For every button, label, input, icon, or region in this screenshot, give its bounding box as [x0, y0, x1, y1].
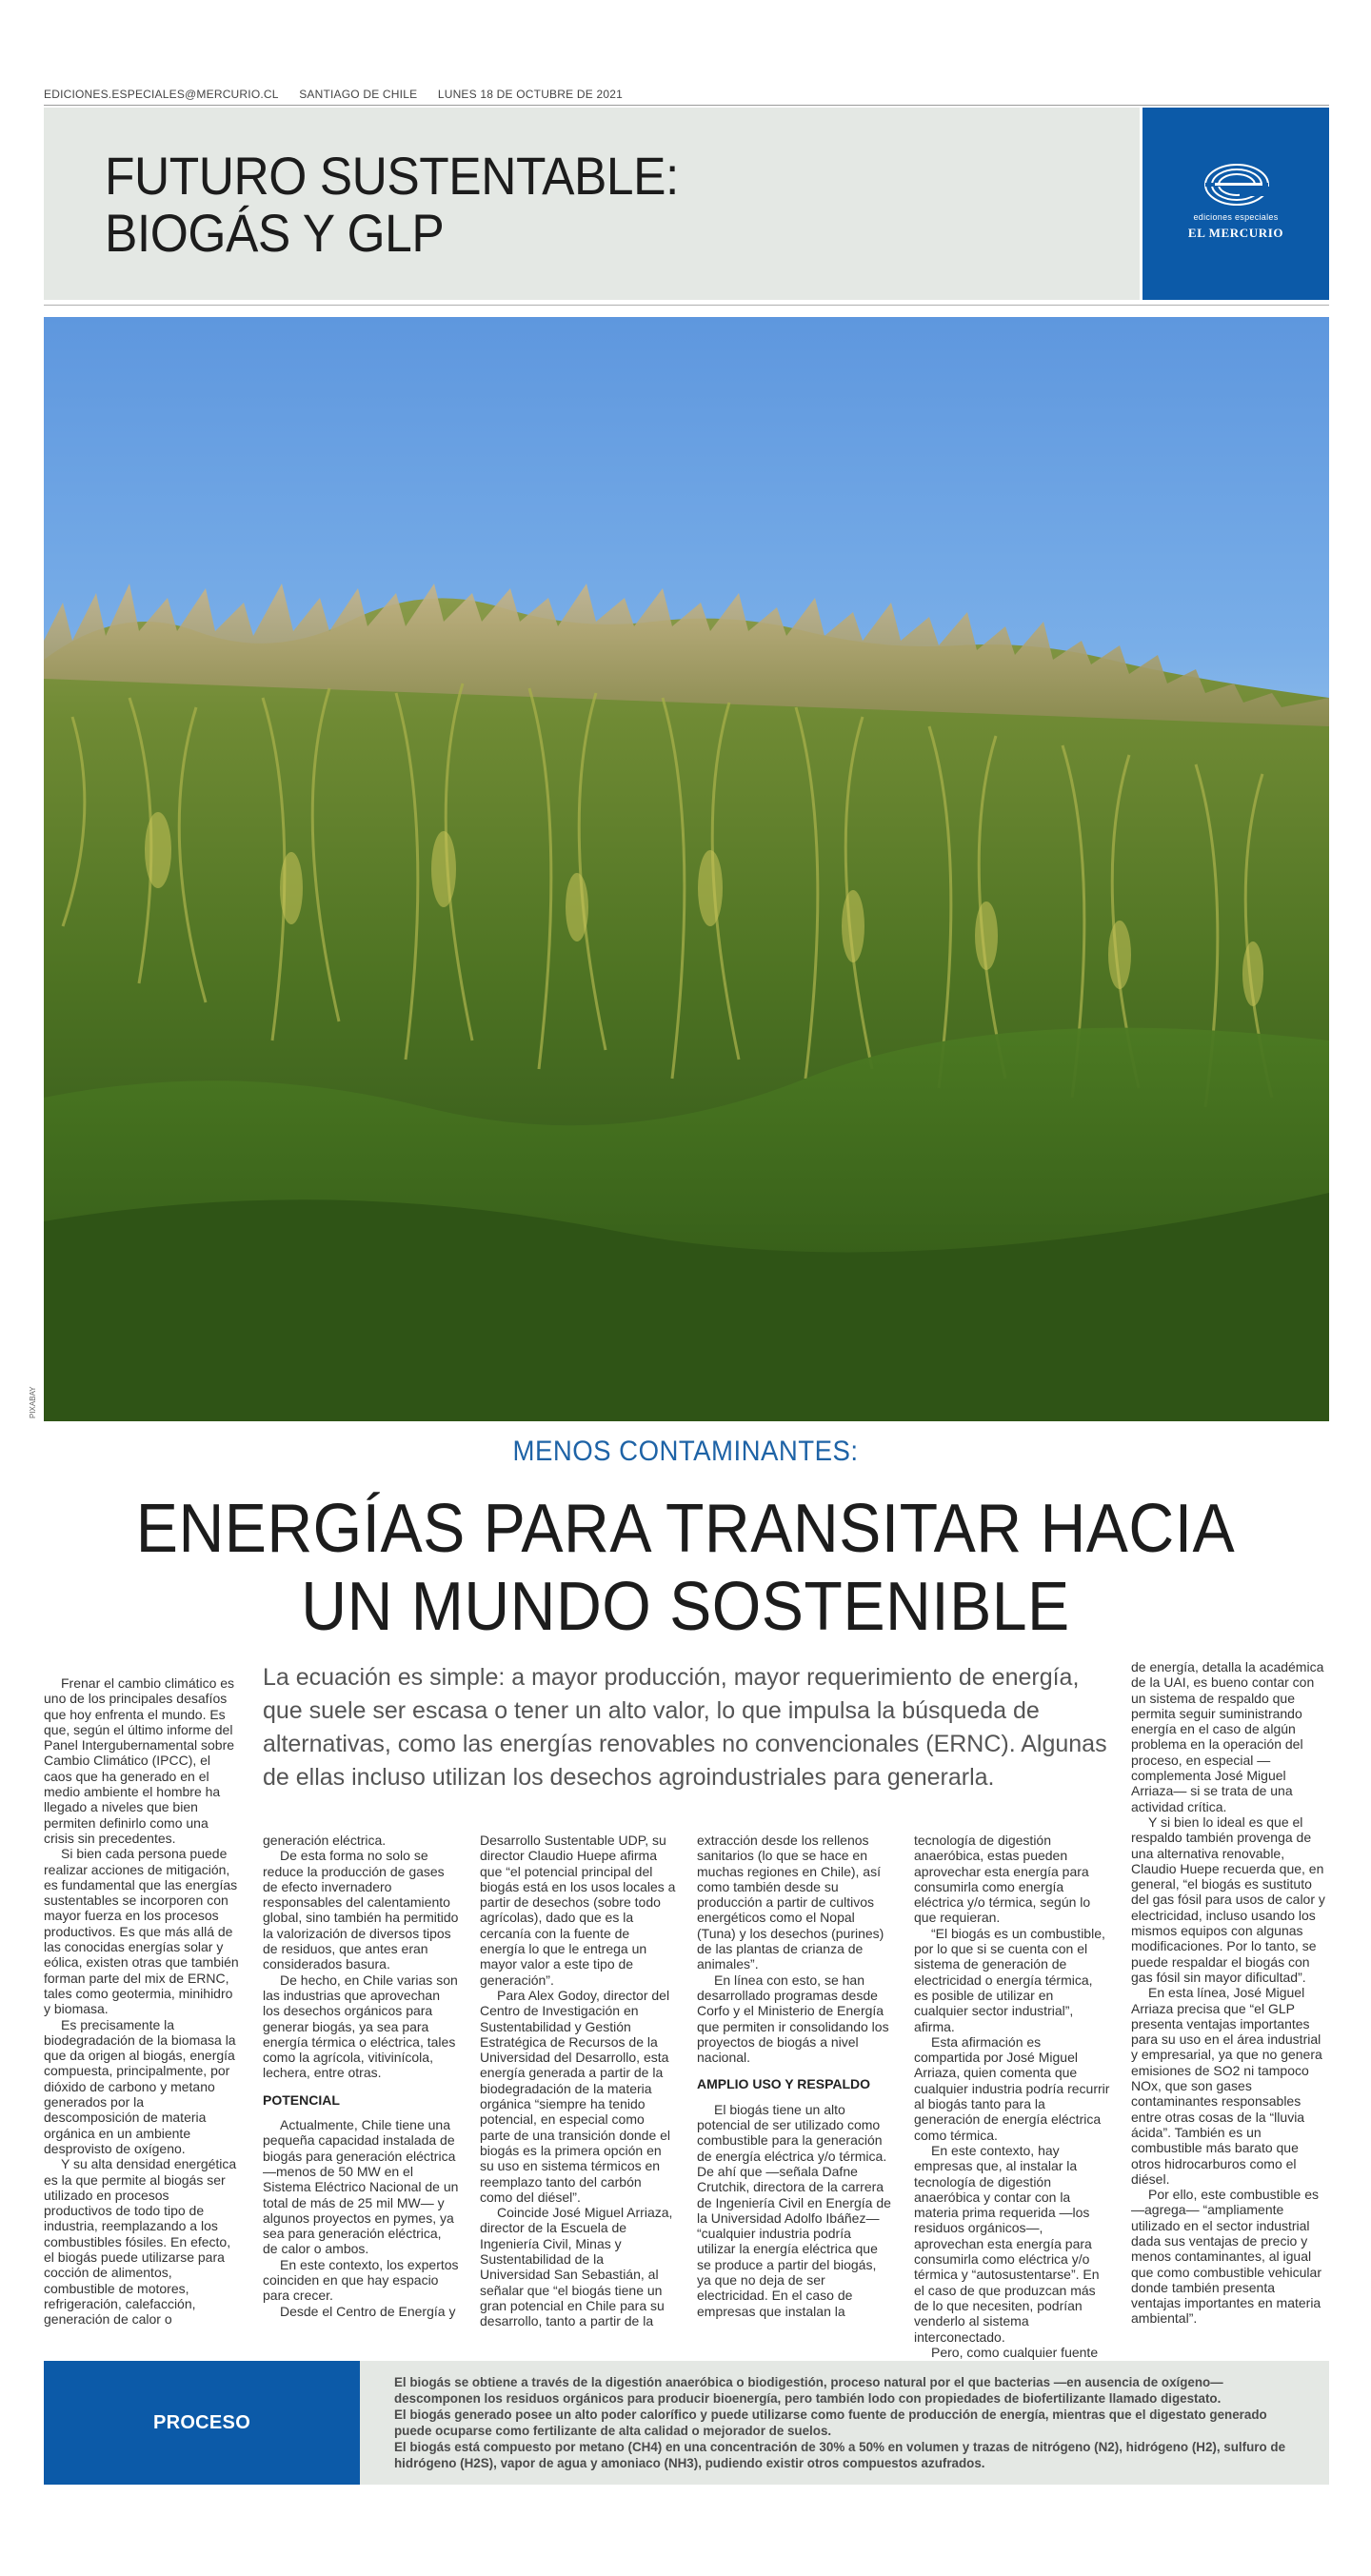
article-lead: La ecuación es simple: a mayor producción, mayor requerimiento de energía, que suele ser escasa o tener un alto valor, lo que impulsa la búsqueda de alternativas, como las energías renovables no convencionales (ERNC). Algunas de ellas incluso utilizan los desechos agroindustriales para generarla. — [263, 1664, 1107, 1791]
article-column-3 — [480, 1833, 676, 2329]
paragraph: Actualmente, Chile tiene una pequeña capacidad instalada de biogás para generación eléctrica —menos de 50 MW en el Sistema Eléctrico Nacional de un total de más de 25 mil MW— y algunos proyectos en pymes, ya sea para generación eléctrica, de calor o ambos. — [263, 2117, 459, 2257]
article-column-6 — [1131, 1659, 1327, 2327]
paragraph: generación eléctrica. — [263, 1833, 387, 1848]
logo-e-icon — [1202, 163, 1272, 207]
section-title-line1: FUTURO SUSTENTABLE: — [105, 146, 679, 206]
paragraph: Es precisamente la biodegradación de la biomasa la que da origen al biogás, energía compuesta, principalmente, por dióxido de carbono y metano generados por la descomposición de materia orgánica en un ambiente desprovisto de oxígeno. — [44, 2016, 236, 2156]
paragraph: De hecho, en Chile varias son las industrias que aprovechan los desechos orgánicos para generar biogás, ya sea para energía térmica o eléctrica, tales como la agrícola, vitivinícola, lechera, entre otras. — [263, 1972, 458, 2081]
photo-credit: PIXABAY — [29, 1386, 37, 1418]
paragraph: Por ello, este combustible es —agrega— “ampliamente utilizado en el sector industrial dada sus ventajas de precio y menos contaminantes, al igual que como combustible vehicular donde también presenta ventajas importantes en materia ambiental”. — [1131, 2187, 1321, 2327]
paragraph: de energía, detalla la académica de la UAI, es bueno contar con un sistema de respaldo que permita seguir suministrando energía en el caso de algún problema en la operación del proceso, en especial —complementa José Miguel Arriaza— si se trata de una actividad crítica. — [1131, 1659, 1324, 1814]
paragraph: Si bien cada persona puede realizar acciones de mitigación, es fundamental que las energías sustentables se incorporen con mayor fuerza en los procesos productivos. Es que más allá de las conocidas energías solar y eólica, existen otras que también forman parte del mix de ERNC, tales como geotermia, minihidro y biomasa. — [44, 1846, 239, 2017]
dateline-date: LUNES 18 DE OCTUBRE DE 2021 — [437, 88, 623, 101]
paragraph: Desde el Centro de Energía y — [280, 2303, 456, 2319]
proceso-line: El biogás se obtiene a través de la digestión anaeróbica o biodigestión, proceso natural por el que bacterias —en ausencia de oxígeno— descomponen los residuos orgánicos para producir bioenergía, pero también lodo con propiedades de biofertilizante llamado digestato. — [394, 2375, 1223, 2406]
logo-ediciones-especiales: ediciones especiales — [1193, 212, 1279, 222]
article-column-5 — [914, 1833, 1110, 2360]
article-headline — [55, 1490, 1317, 1646]
section-title-line2: BIOGÁS Y GLP — [105, 203, 445, 263]
logo-el-mercurio: EL MERCURIO — [1187, 226, 1284, 240]
article-kicker: MENOS CONTAMINANTES: — [512, 1436, 859, 1467]
paragraph: En línea con esto, se han desarrollado programas desde Corfo y el Ministerio de Energía que permiten ir consolidando los proyectos de biogás a nivel nacional. — [697, 1972, 889, 2066]
paragraph: En esta línea, José Miguel Arriaza precisa que “el GLP presenta ventajas importantes para su uso en el área industrial y empresarial, ya que no genera emisiones de SO2 ni tampoco NOx, que son gases contaminantes responsables entre otras cosas de la “lluvia ácida”. También es un combustible más barato que otros hidrocarburos como el diésel. — [1131, 1985, 1322, 2187]
dateline-email: EDICIONES.ESPECIALES@MERCURIO.CL — [44, 88, 279, 101]
paragraph: Frenar el cambio climático es uno de los principales desafíos que hoy enfrenta el mundo. Es que, según el último informe del Panel Intergubernamental sobre Cambio Climático (IPCC), el caos que ha generado en el medio ambiente el hombre ha llegado a niveles que bien permiten definirlo como una crisis sin precedentes. — [44, 1675, 235, 1846]
subhead-potencial: POTENCIAL — [263, 2091, 340, 2108]
paragraph: De esta forma no solo se reduce la producción de gases de efecto invernadero responsables del calentamiento global, sino también ha permitido la valorización de diversos tipos de residuos, que antes eran considerados basura. — [263, 1848, 459, 1972]
headline-line1: ENERGÍAS PARA TRANSITAR HACIA — [135, 1491, 1236, 1567]
corn-field-illustration — [44, 317, 1329, 1421]
masthead-rule — [44, 305, 1329, 306]
paragraph: tecnología de digestión anaeróbica, estas pueden aprovechar esta energía para consumirla como energía eléctrica y/o térmica, según lo que requieran. — [914, 1833, 1091, 1926]
proceso-label: PROCESO — [44, 2361, 360, 2485]
paragraph: Coincide José Miguel Arriaza, director de la Escuela de Ingeniería Civil, Minas y Sustentabilidad de la Universidad San Sebastián, al señalar que “el biogás tiene un gran potencial en Chile para su desarrollo, tanto a partir de la — [480, 2205, 673, 2329]
top-rule — [44, 105, 1329, 106]
corn-field-photo — [44, 317, 1329, 1421]
section-title — [105, 148, 679, 262]
paragraph: Y su alta densidad energética es la que permite al biogás ser utilizado en procesos productivos de todo tipo de industria, reemplazando a los combustibles fósiles. En efecto, el biogás puede utilizarse para cocción de alimentos, combustible de motores, refrigeración, calefacción, generación de calor o — [44, 2156, 237, 2328]
proceso-box — [44, 2361, 1329, 2485]
paragraph: Desarrollo Sustentable UDP, su director Claudio Huepe afirma que “el potencial principal del biogás está en los usos locales a partir de desechos (sobre todo agrícolas), dado que es la cercanía con la fuente de energía lo que le entrega un mayor valor a este tipo de generación”. — [480, 1833, 676, 1988]
paragraph: extracción desde los rellenos sanitarios (lo que se hace en muchas regiones en Chile), así como también desde su producción a partir de cultivos energéticos como el Nopal (Tuna) y los desechos (purines) de las plantas de crianza de animales”. — [697, 1833, 884, 1972]
article-column-4 — [697, 1833, 893, 2319]
dateline — [44, 88, 640, 101]
paragraph: Para Alex Godoy, director del Centro de Investigación en Sustentabilidad y Gestión Estratégica de Recursos de la Universidad del Desarrollo, esta energía generada a partir de la biodegradación de la materia orgánica “siempre ha tenido potencial, en especial como parte de una transición donde el biogás es la primera opción en su uso en sistema térmicos en reemplazo tanto del carbón como del diésel”. — [480, 1987, 671, 2205]
paragraph: El biogás tiene un alto potencial de ser utilizado como combustible para la generación de energía eléctrica y/o térmica. De ahí que —señala Dafne Crutchik, directora de la carrera de Ingeniería Civil en Energía de la Universidad Adolfo Ibáñez— “cualquier industria podría utilizar la energía eléctrica que se produce a partir del biogás, ya que no deja de ser electricidad. En el caso de empresas que instalan la — [697, 2101, 891, 2319]
headline-line2: UN MUNDO SOSTENIBLE — [301, 1569, 1070, 1645]
section-masthead — [44, 108, 1329, 300]
paragraph: Y si bien lo ideal es que el respaldo también provenga de una alternativa renovable, Claudio Huepe recuerda que, en general, “el biogás es sustituto del gas fósil para usos de calor y electricidad, incluso usando los mismos equipos con algunas modificaciones. Por lo tanto, se puede respaldar el biogás con gas fósil sin mayor dificultad”. — [1131, 1813, 1325, 1985]
proceso-text — [394, 2374, 1303, 2471]
dateline-city: SANTIAGO DE CHILE — [299, 88, 418, 101]
article-column-1 — [44, 1675, 240, 2327]
proceso-line: El biogás generado posee un alto poder calorífico y puede utilizarse como fuente de producción de energía, mientras que el digestato generado puede ocuparse como fertilizante de alta calidad o mejorador de suelos. — [394, 2408, 1267, 2438]
paragraph: Pero, como cualquier fuente — [931, 2344, 1099, 2360]
paragraph: “El biogás es un combustible, por lo que si se cuenta con el sistema de generación de electricidad o energía térmica, es posible de utilizar en cualquier sector industrial”, afirma. — [914, 1925, 1105, 2034]
paragraph: En este contexto, los expertos coinciden en que hay espacio para crecer. — [263, 2256, 459, 2304]
article-column-2 — [263, 1833, 459, 2319]
subhead-amplio-uso: AMPLIO USO Y RESPALDO — [697, 2076, 871, 2092]
el-mercurio-logo — [1140, 108, 1329, 300]
paragraph: Esta afirmación es compartida por José Miguel Arriaza, quien comenta que cualquier industria podría recurrir al biogás tanto para la generación de energía eléctrica como térmica. — [914, 2033, 1110, 2143]
proceso-line: El biogás está compuesto por metano (CH4) en una concentración de 30% a 50% en volumen y trazas de nitrógeno (N2), hidrógeno (H2), sulfuro de hidrógeno (H2S), vapor de agua y amoniaco (NH3), pudiendo existir otros compuestos azufrados. — [394, 2440, 1286, 2470]
paragraph: En este contexto, hay empresas que, al instalar la tecnología de digestión anaeróbica y contar con la materia prima requerida —los residuos orgánicos—, aprovechan esta energía para consumirla como eléctrica y/o térmica y “autosustentarse”. En el caso de que produzcan más de lo que necesiten, podrían venderlo al sistema interconectado. — [914, 2142, 1100, 2345]
